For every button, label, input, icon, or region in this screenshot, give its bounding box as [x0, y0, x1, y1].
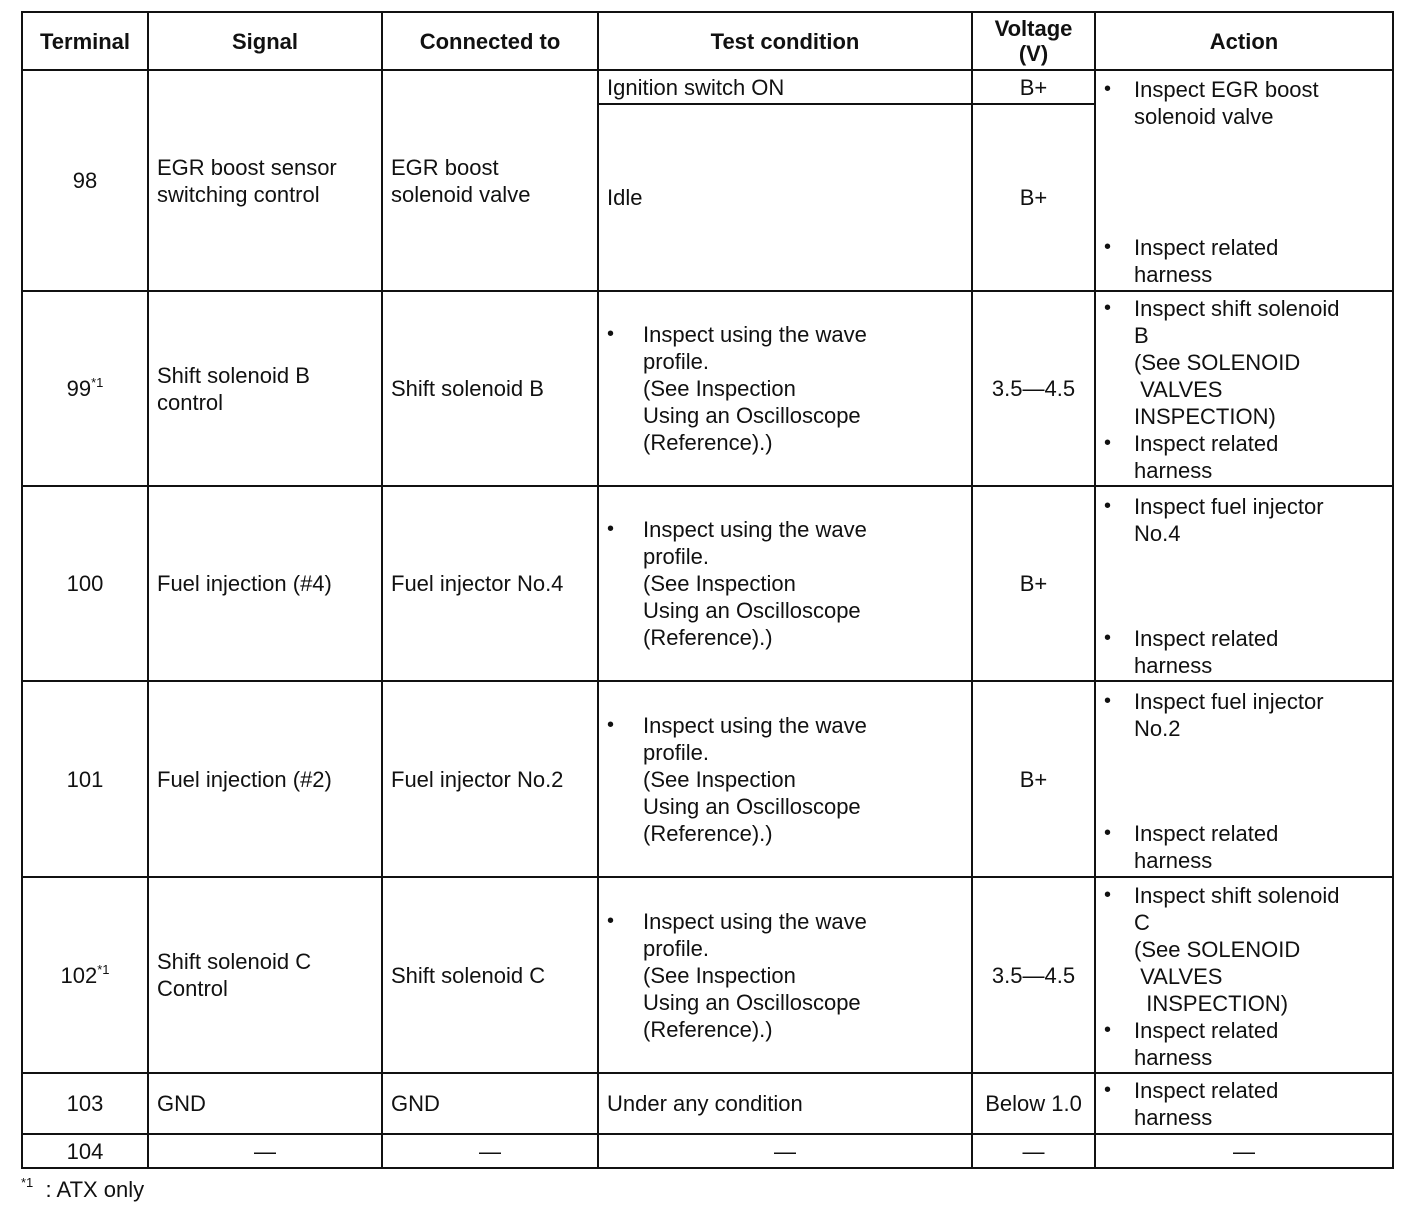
action-list [1104, 1077, 1384, 1131]
list-item: • Inspect related harness [1104, 234, 1384, 288]
action-cell [1095, 681, 1393, 877]
list-item: • Inspect related harness [1104, 625, 1384, 679]
voltage-cell: 3.5—4.5 [972, 877, 1095, 1073]
terminal-cell: 103 [22, 1073, 148, 1134]
voltage-cell: Below 1.0 [972, 1073, 1095, 1134]
header-action: Action [1095, 12, 1393, 70]
list-item: • Inspect fuel injector No.4 [1104, 493, 1384, 547]
footnote-marker: *1 [91, 375, 104, 390]
condition-cell: Ignition switch ON [598, 70, 972, 104]
header-voltage [972, 12, 1095, 70]
signal-cell: EGR boost sensor switching control [148, 70, 382, 291]
list-item: • Inspect using the wave profile. (See Inspection Using an Oscilloscope (Reference).) [607, 321, 963, 456]
footnote-text: : ATX only [45, 1177, 145, 1202]
action-list [1104, 625, 1384, 679]
condition-cell: Idle [598, 104, 972, 291]
header-voltage-l2: (V) [1018, 41, 1049, 66]
condition-cell: — [598, 1134, 972, 1168]
table-row-104 [22, 1134, 1393, 1168]
list-item: • Inspect shift solenoid B (See SOLENOID VALVES INSPECTION) [1104, 295, 1384, 430]
condition-cell [598, 681, 972, 877]
signal-cell: Shift solenoid B control [148, 291, 382, 486]
footnote-marker: *1 [97, 961, 110, 977]
terminal-cell: 104 [22, 1134, 148, 1168]
condition-list [607, 908, 963, 1043]
action-cell [1095, 486, 1393, 681]
action-list [1104, 234, 1384, 288]
connected-cell: Shift solenoid C [382, 877, 598, 1073]
connected-cell: GND [382, 1073, 598, 1134]
list-item: • Inspect related harness [1104, 820, 1384, 874]
action-cell [1095, 1073, 1393, 1134]
action-list [1104, 882, 1384, 1071]
connected-cell: Shift solenoid B [382, 291, 598, 486]
condition-cell [598, 877, 972, 1073]
action-list [1104, 76, 1384, 130]
header-signal: Signal [148, 12, 382, 70]
connected-cell: EGR boost solenoid valve [382, 70, 598, 291]
action-cell [1095, 877, 1393, 1073]
voltage-cell: B+ [972, 104, 1095, 291]
table-row-98 [22, 70, 1393, 104]
list-item: • Inspect using the wave profile. (See Inspection Using an Oscilloscope (Reference).) [607, 908, 963, 1043]
table-row-103 [22, 1073, 1393, 1134]
footnote-mark: *1 [21, 1175, 34, 1190]
condition-list [607, 321, 963, 456]
action-list [1104, 688, 1384, 742]
list-item: • Inspect related harness [1104, 1077, 1384, 1131]
list-item: • Inspect related harness [1104, 1017, 1384, 1071]
signal-cell: Shift solenoid C Control [148, 877, 382, 1073]
table-row-99 [22, 291, 1393, 486]
header-terminal: Terminal [22, 12, 148, 70]
terminal-cell: 102$^{*1}$ [22, 877, 148, 1073]
action-cell [1095, 70, 1393, 291]
header-voltage-l1: Voltage [994, 16, 1073, 41]
terminal-table [21, 11, 1394, 1169]
list-item: • Inspect using the wave profile. (See Inspection Using an Oscilloscope (Reference).) [607, 712, 963, 847]
condition-cell [598, 486, 972, 681]
connected-cell: Fuel injector No.2 [382, 681, 598, 877]
condition-list [607, 516, 963, 651]
action-list [1104, 820, 1384, 874]
terminal-cell: 98 [22, 70, 148, 291]
footnote [21, 1176, 144, 1203]
signal-cell: Fuel injection (#4) [148, 486, 382, 681]
table-row-102 [22, 877, 1393, 1073]
list-item: • Inspect EGR boost solenoid valve [1104, 76, 1384, 130]
list-item: • Inspect related harness [1104, 430, 1384, 484]
condition-list [607, 712, 963, 847]
action-cell [1095, 291, 1393, 486]
list-item: • Inspect fuel injector No.2 [1104, 688, 1384, 742]
action-list [1104, 295, 1384, 484]
connected-cell: Fuel injector No.4 [382, 486, 598, 681]
terminal-cell: 99$^{*1}$ [22, 291, 148, 486]
action-list [1104, 493, 1384, 547]
action-cell: — [1095, 1134, 1393, 1168]
terminal-cell: 101 [22, 681, 148, 877]
voltage-cell: B+ [972, 70, 1095, 104]
connected-cell: — [382, 1134, 598, 1168]
signal-cell: GND [148, 1073, 382, 1134]
voltage-cell: B+ [972, 486, 1095, 681]
list-item: • Inspect using the wave profile. (See Inspection Using an Oscilloscope (Reference).) [607, 516, 963, 651]
list-item: • Inspect shift solenoid C (See SOLENOID VALVES INSPECTION) [1104, 882, 1384, 1017]
header-row [22, 12, 1393, 70]
signal-cell: — [148, 1134, 382, 1168]
terminal-cell: 100 [22, 486, 148, 681]
condition-cell [598, 291, 972, 486]
signal-cell: Fuel injection (#2) [148, 681, 382, 877]
voltage-cell: — [972, 1134, 1095, 1168]
condition-cell: Under any condition [598, 1073, 972, 1134]
table-row-101 [22, 681, 1393, 877]
voltage-cell: B+ [972, 681, 1095, 877]
header-connected-to: Connected to [382, 12, 598, 70]
header-test-condition: Test condition [598, 12, 972, 70]
table-row-100 [22, 486, 1393, 681]
voltage-cell: 3.5—4.5 [972, 291, 1095, 486]
